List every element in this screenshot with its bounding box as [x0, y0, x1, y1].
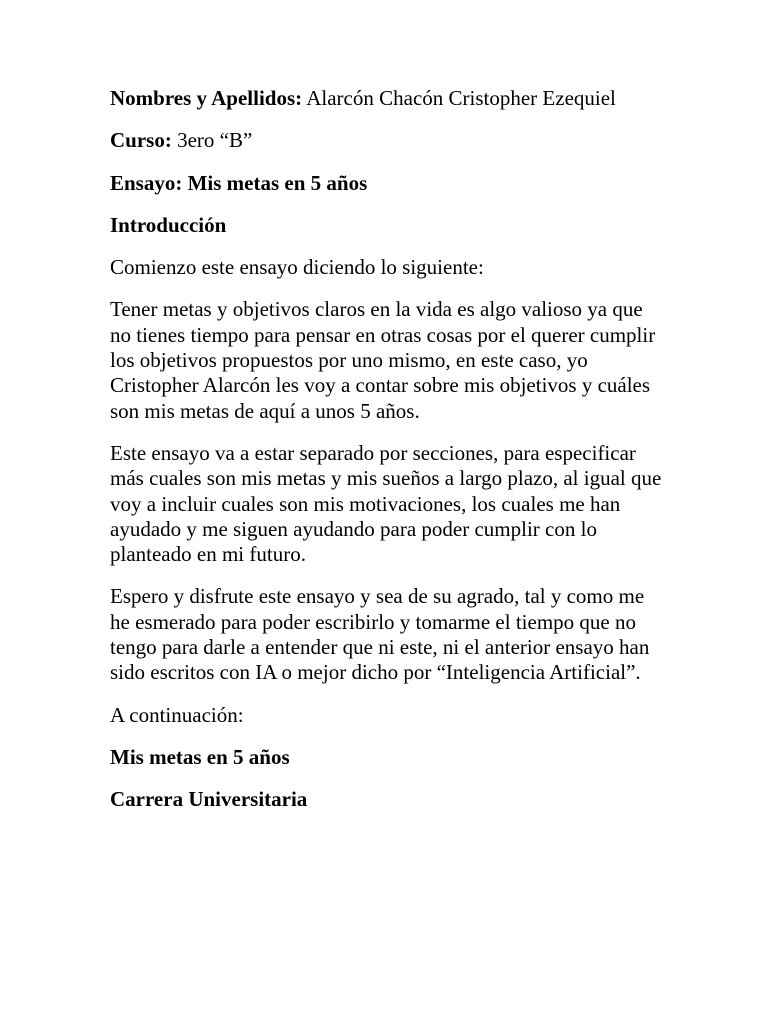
paragraph-opening: Comienzo este ensayo diciendo lo siguiente: — [110, 255, 484, 280]
intro-heading-text: Introducción — [110, 212, 227, 237]
course-value: 3ero “B” — [171, 128, 253, 153]
course-line — [110, 128, 662, 153]
names-value: Alarcón Chacón Cristopher Ezequiel — [302, 86, 616, 110]
essay-heading — [110, 171, 662, 196]
paragraph-hope: Espero y disfrute este ensayo y sea de su agrado, tal y como me he esmerado para poder escribirlo y tomarme el tiempo que no tengo para darle a entender que ni este, ni el anterior ensayo han sido escritos con IA o mejor dicho por “Inteligencia Artificial”. — [110, 584, 650, 685]
intro-heading — [110, 213, 662, 238]
document-page — [110, 86, 662, 830]
paragraph-sections: Este ensayo va a estar separado por secciones, para especificar más cuales son mis metas y mis sueños a largo plazo, al igual que voy a incluir cuales son mis motivaciones, los cuales me han ayudado y me siguen ayudando para poder cumplir con lo planteado en mi futuro. — [110, 440, 662, 567]
goals-heading — [110, 745, 662, 770]
career-heading-text: Carrera Universitaria — [110, 787, 308, 812]
course-label: Curso: — [110, 128, 172, 153]
paragraph-goals-value: Tener metas y objetivos claros en la vida es algo valioso ya que no tienes tiempo para pensar en otras cosas por el querer cumplir los objetivos propuestos por uno mismo, en este caso, yo Cristopher Alarcón les voy a contar sobre mis objetivos y cuáles son mis metas de aquí a unos 5 años. — [110, 297, 656, 423]
paragraph-continuation: A continuación: — [110, 702, 244, 727]
career-heading — [110, 787, 662, 812]
names-line — [110, 86, 662, 111]
goals-heading-text: Mis metas en 5 años — [110, 744, 290, 769]
names-label: Nombres y Apellidos: — [110, 86, 303, 110]
essay-heading-text: Ensayo: Mis metas en 5 años — [110, 170, 368, 195]
